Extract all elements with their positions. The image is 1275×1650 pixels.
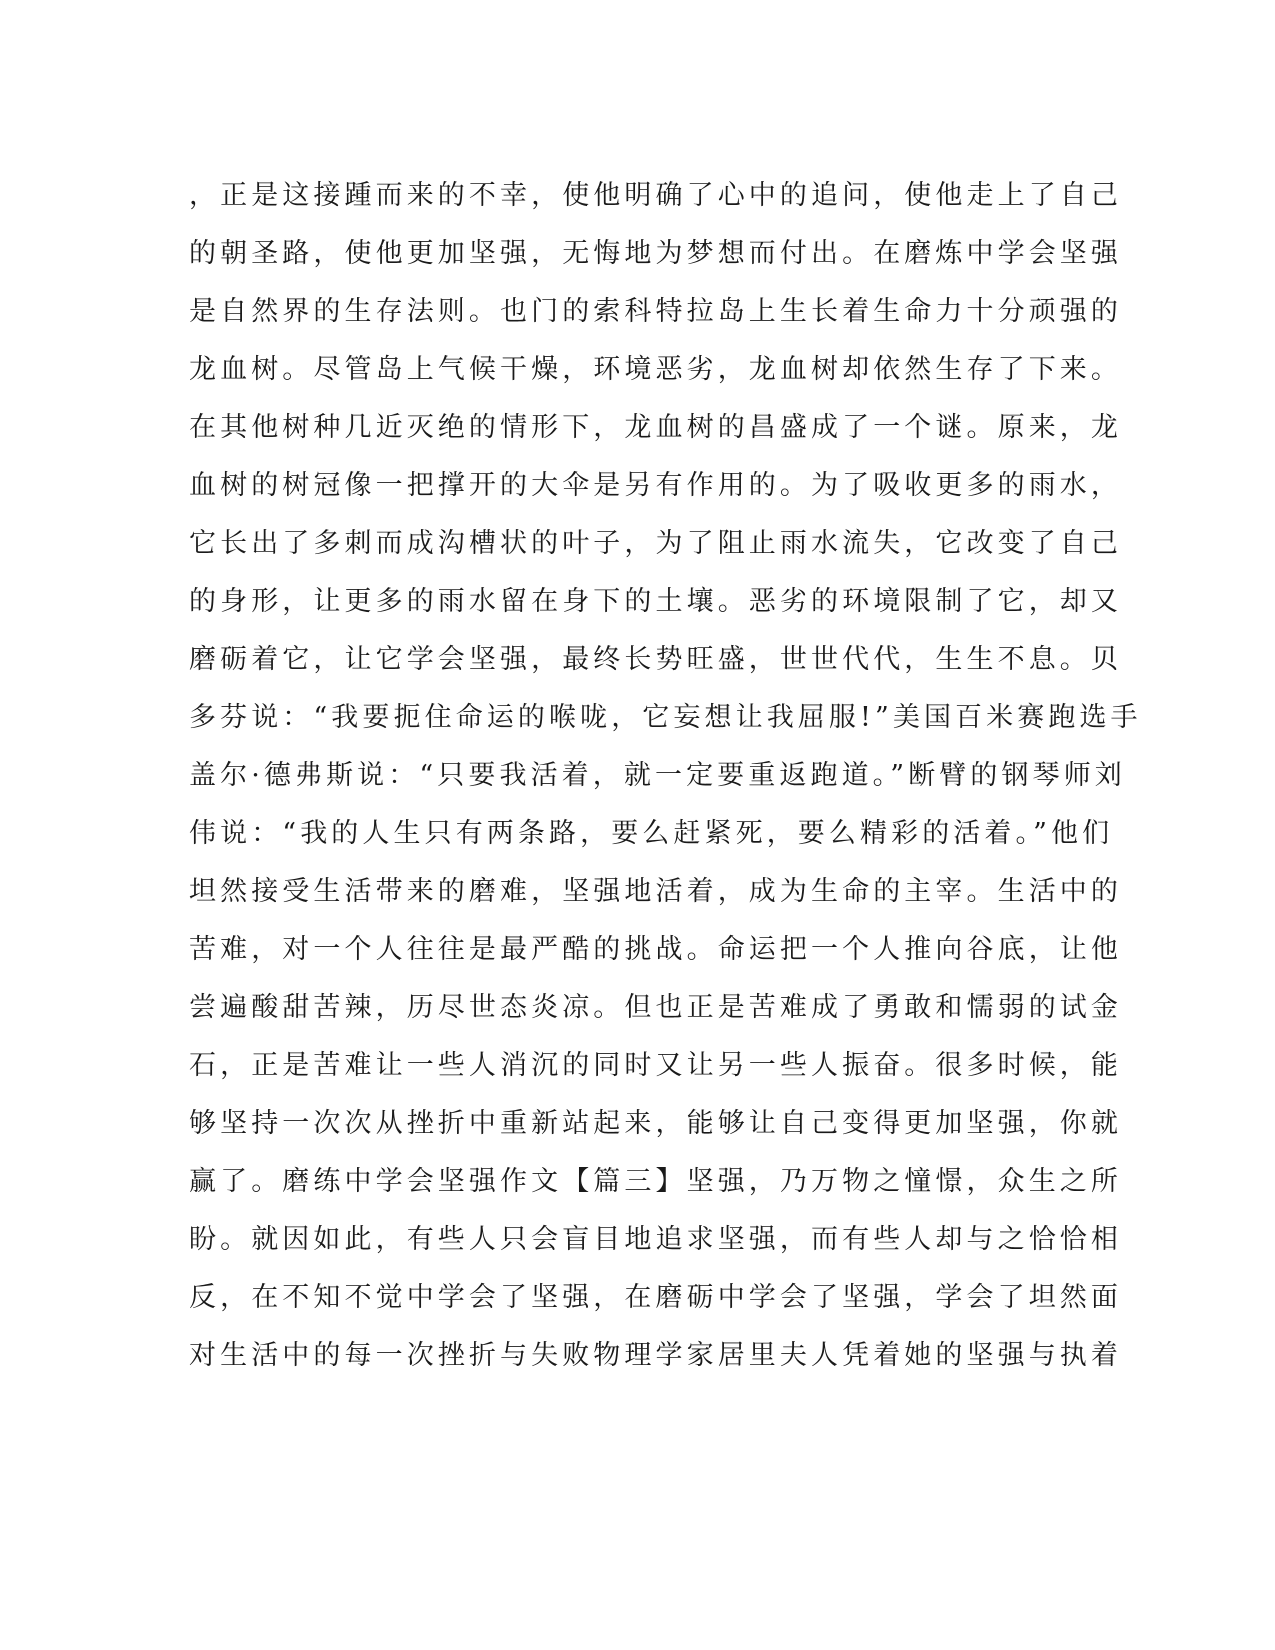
text-line: 石，正是苦难让一些人消沉的同时又让另一些人振奋。很多时候，能 bbox=[189, 1050, 1122, 1081]
text-line: 尝遍酸甜苦辣，历尽世态炎凉。但也正是苦难成了勇敢和懦弱的试金 bbox=[189, 992, 1122, 1023]
text-line: 够坚持一次次从挫折中重新站起来，能够让自己变得更加坚强，你就 bbox=[189, 1108, 1122, 1139]
text-line: 在其他树种几近灭绝的情形下，龙血树的昌盛成了一个谜。原来，龙 bbox=[189, 412, 1122, 443]
text-line: 血树的树冠像一把撑开的大伞是另有作用的。为了吸收更多的雨水， bbox=[189, 470, 1122, 501]
text-line: 赢了。磨练中学会坚强作文【篇三】坚强，乃万物之憧憬，众生之所 bbox=[189, 1166, 1122, 1197]
text-line: 伟说：“我的人生只有两条路，要么赶紧死，要么精彩的活着。”他们 bbox=[189, 818, 1114, 849]
text-line: 盼。就因如此，有些人只会盲目地追求坚强，而有些人却与之恰恰相 bbox=[189, 1224, 1122, 1255]
text-line: 的朝圣路，使他更加坚强，无悔地为梦想而付出。在磨炼中学会坚强 bbox=[189, 238, 1122, 269]
text-line: ，正是这接踵而来的不幸，使他明确了心中的追问，使他走上了自己 bbox=[189, 180, 1122, 211]
text-line: 多芬说：“我要扼住命运的喉咙，它妄想让我屈服!”美国百米赛跑选手 bbox=[189, 702, 1142, 733]
text-line: 对生活中的每一次挫折与失败物理学家居里夫人凭着她的坚强与执着 bbox=[189, 1340, 1122, 1371]
text-line: 龙血树。尽管岛上气候干燥，环境恶劣，龙血树却依然生存了下来。 bbox=[189, 354, 1122, 385]
text-line: 磨砺着它，让它学会坚强，最终长势旺盛，世世代代，生生不息。贝 bbox=[189, 644, 1122, 675]
essay-body bbox=[189, 167, 1142, 1385]
text-line: 反，在不知不觉中学会了坚强，在磨砺中学会了坚强，学会了坦然面 bbox=[189, 1282, 1122, 1313]
text-line: 苦难，对一个人往往是最严酷的挑战。命运把一个人推向谷底，让他 bbox=[189, 934, 1122, 965]
text-line: 是自然界的生存法则。也门的索科特拉岛上生长着生命力十分顽强的 bbox=[189, 296, 1122, 327]
text-line: 盖尔·德弗斯说：“只要我活着，就一定要重返跑道。”断臂的钢琴师刘 bbox=[189, 760, 1126, 791]
text-line: 坦然接受生活带来的磨难，坚强地活着，成为生命的主宰。生活中的 bbox=[189, 876, 1122, 907]
text-line: 它长出了多刺而成沟槽状的叶子，为了阻止雨水流失，它改变了自己 bbox=[189, 528, 1122, 559]
text-line: 的身形，让更多的雨水留在身下的土壤。恶劣的环境限制了它，却又 bbox=[189, 586, 1122, 617]
